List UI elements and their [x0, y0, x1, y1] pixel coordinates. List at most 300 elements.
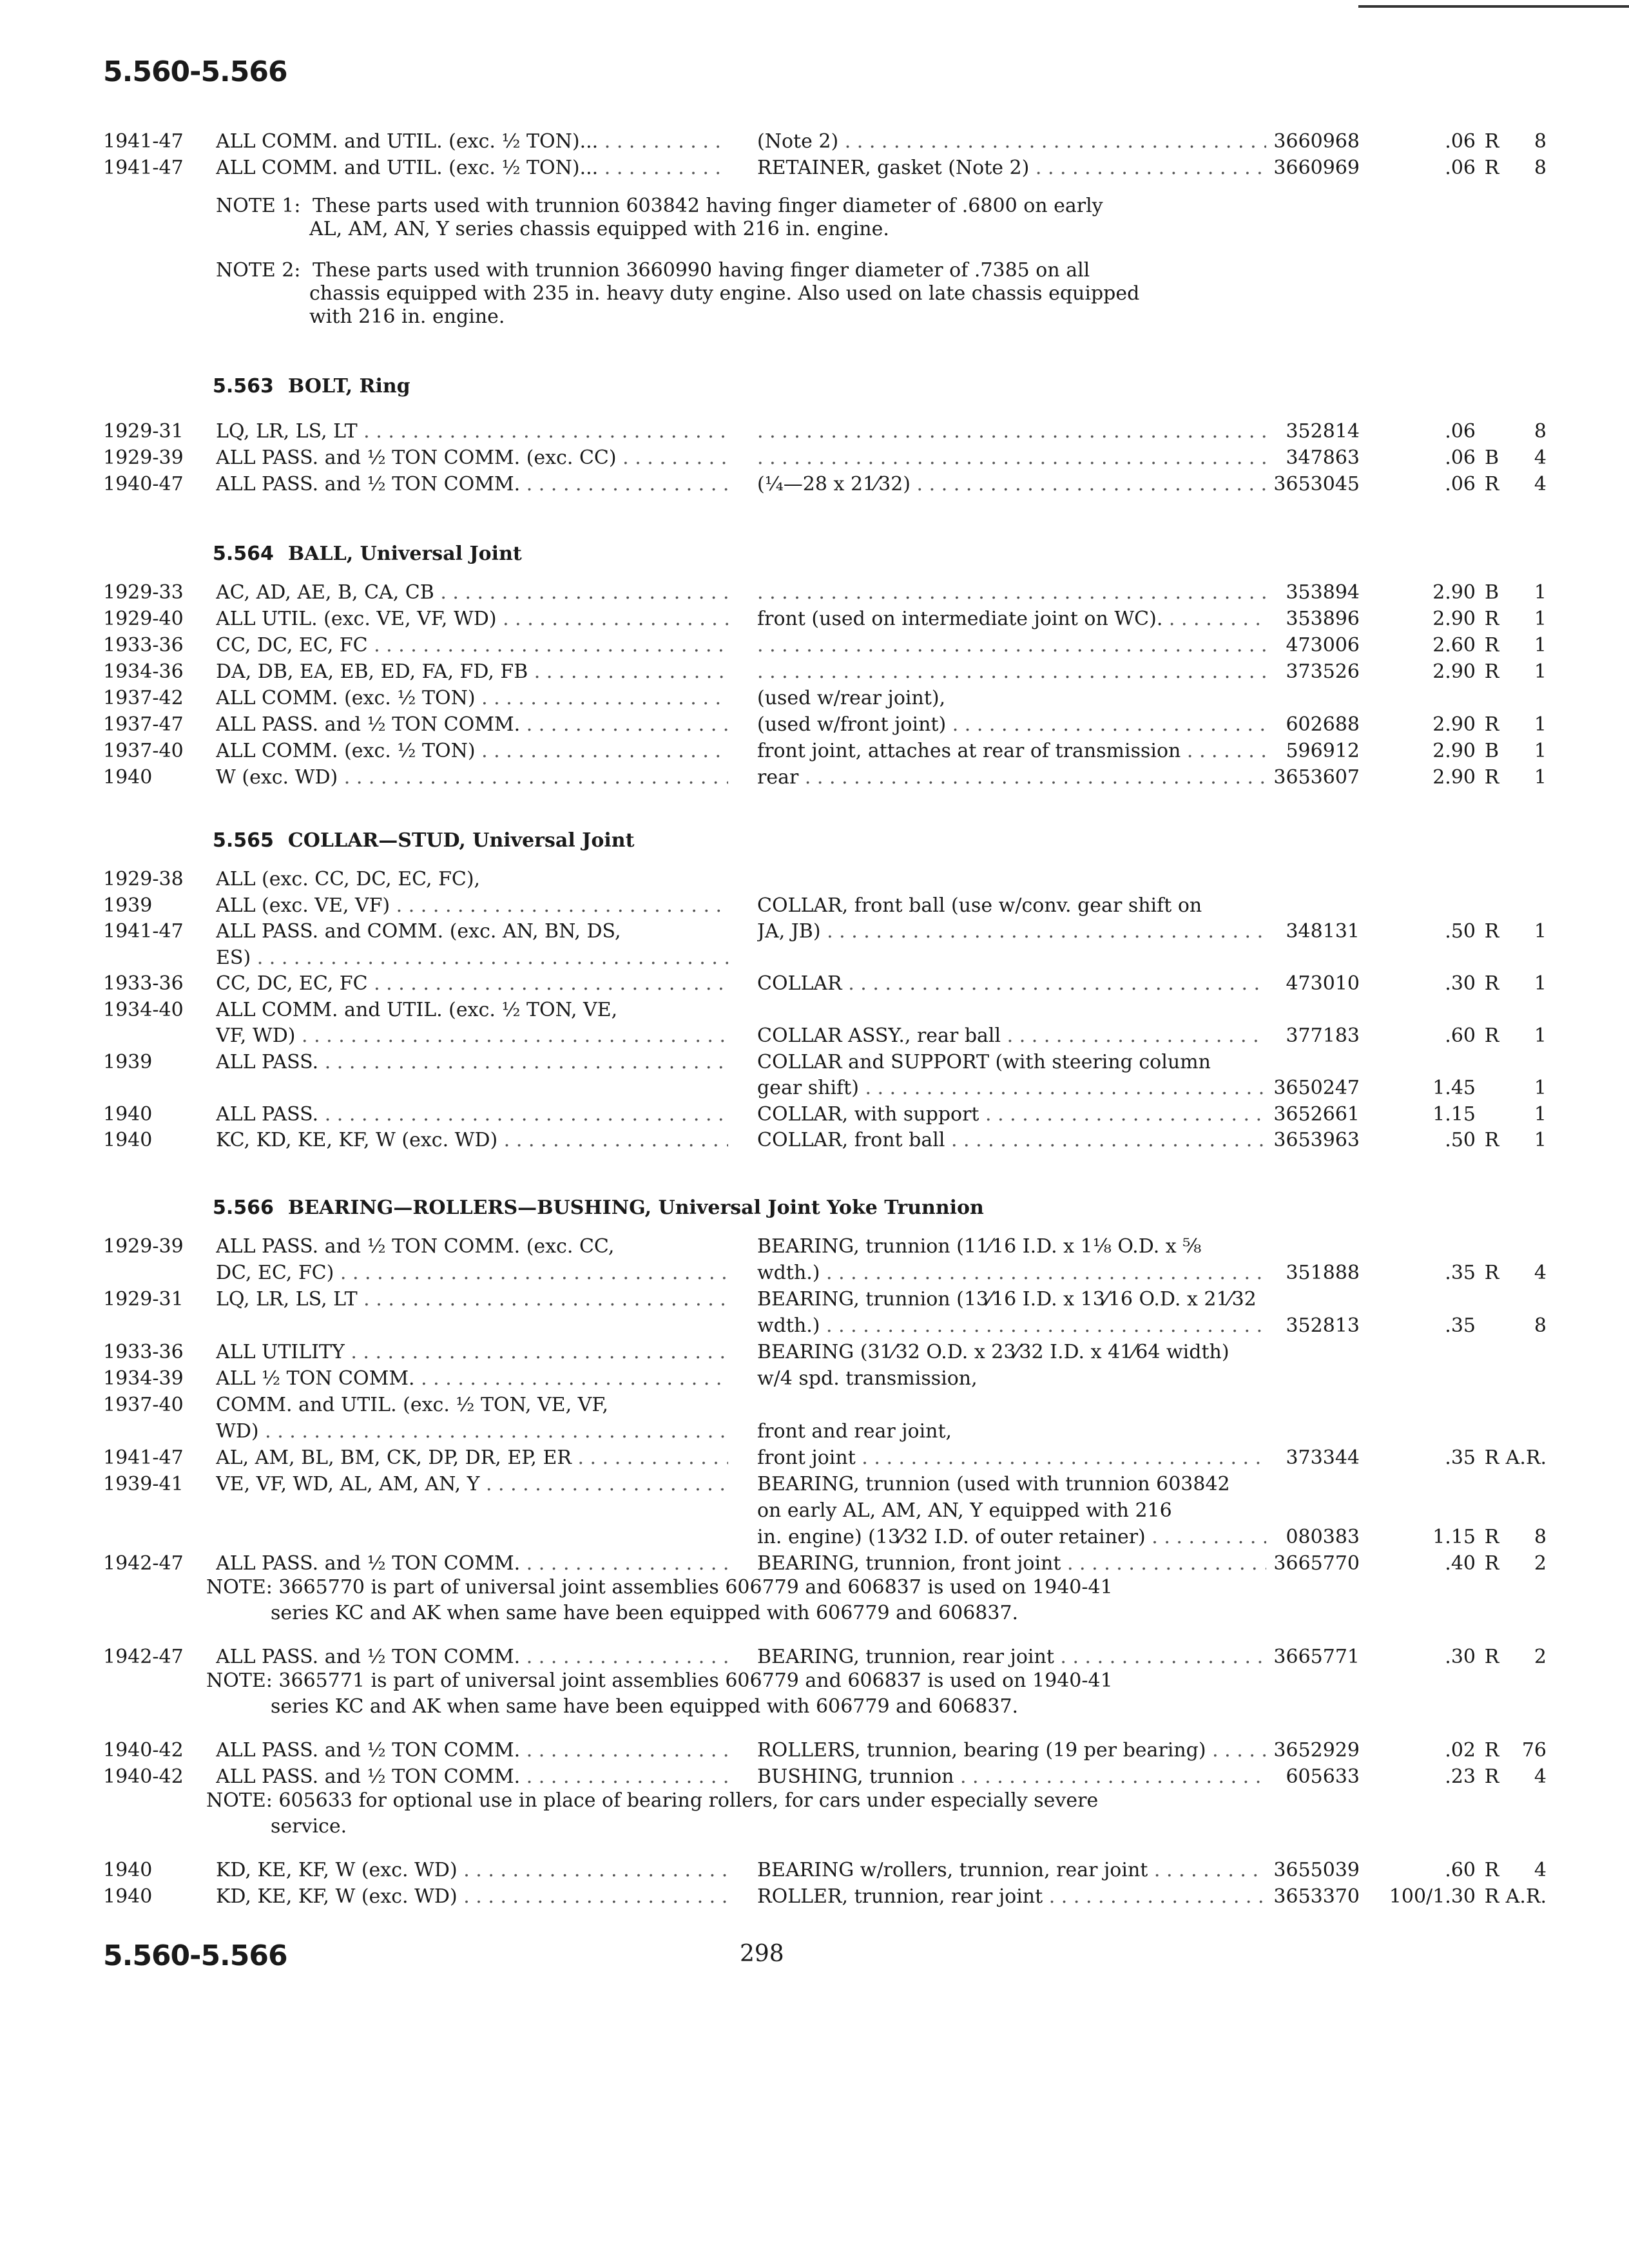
code-cell	[1482, 129, 1501, 155]
year-cell-text: 1939-41	[103, 1473, 184, 1495]
part-number-cell	[1263, 1884, 1360, 1910]
quantity-cell	[1505, 765, 1547, 791]
year-cell	[103, 919, 184, 945]
year-cell-text: 1929-38	[103, 868, 184, 890]
code-cell	[1482, 1023, 1501, 1049]
year-cell-text: 1929-39	[103, 1235, 184, 1258]
part-number-cell	[1263, 580, 1360, 606]
description-cell	[757, 659, 1266, 685]
note-label: NOTE 2:	[216, 259, 301, 282]
note-text: series KC and AK when same have been equipped with 606779 and 606837.	[271, 1695, 1019, 1718]
code-cell	[1482, 1644, 1501, 1670]
quantity-cell-text: 1	[1534, 920, 1547, 943]
price-cell	[1363, 1128, 1476, 1153]
model-cell-text: DC, EC, FC)	[216, 1262, 334, 1284]
part-number-cell-text: 352814	[1286, 420, 1360, 443]
part-number-cell	[1263, 606, 1360, 632]
model-cell	[216, 1738, 728, 1763]
price-cell-text: .35	[1445, 1262, 1476, 1284]
year-cell-text: 1940	[103, 1129, 153, 1151]
quantity-cell	[1505, 919, 1547, 945]
model-cell	[216, 1366, 728, 1392]
model-cell	[216, 1419, 728, 1445]
year-cell-text: 1942-47	[103, 1552, 184, 1575]
code-cell-text: R	[1484, 1526, 1499, 1548]
year-cell-text: 1934-39	[103, 1367, 184, 1390]
year-cell-text: 1941-47	[103, 157, 184, 179]
table-row	[103, 867, 1553, 894]
quantity-cell-text: 1	[1534, 1024, 1547, 1047]
year-cell	[103, 765, 152, 791]
description-cell-text: wdth.)	[757, 1314, 820, 1337]
price-cell-text: 2.60	[1432, 634, 1476, 657]
description-cell	[757, 738, 1266, 764]
price-cell-text: .06	[1445, 157, 1476, 179]
code-cell	[1482, 1524, 1501, 1550]
part-number-cell	[1263, 659, 1360, 685]
table-row	[103, 997, 1553, 1024]
description-cell	[757, 1498, 1266, 1524]
model-cell	[216, 1551, 728, 1577]
price-cell	[1363, 1884, 1476, 1910]
quantity-cell-text: 4	[1534, 1859, 1547, 1881]
price-cell-text: 100/1.30	[1389, 1885, 1476, 1908]
model-cell-text: LQ, LR, LS, LT	[216, 420, 358, 443]
part-number-cell-text: 473006	[1286, 634, 1360, 657]
part-number-cell	[1263, 1128, 1360, 1153]
description-cell	[757, 1551, 1266, 1577]
table-row	[103, 1551, 1553, 1578]
model-cell-text: ALL PASS.	[216, 1102, 319, 1126]
page-header-title: 5.560-5.566	[103, 55, 287, 88]
part-number-cell	[1263, 1023, 1360, 1049]
year-cell	[103, 1764, 184, 1790]
part-number-cell-text: 353896	[1286, 608, 1360, 630]
description-cell	[757, 686, 1266, 711]
year-cell-text: 1941-47	[103, 130, 184, 153]
code-cell	[1482, 445, 1501, 471]
code-cell-text: R	[1484, 1859, 1499, 1881]
description-cell	[757, 445, 1266, 471]
model-cell	[216, 445, 728, 471]
description-cell-text: wdth.)	[757, 1262, 820, 1284]
model-cell-text: ALL COMM. (exc. ½ TON)	[216, 740, 476, 762]
note-text: These parts used with trunnion 603842 having finger diameter of .6800 on early	[313, 195, 1103, 217]
description-cell	[757, 1858, 1266, 1883]
year-cell-text: 1933-36	[103, 634, 184, 657]
part-number-cell-text: 080383	[1286, 1526, 1360, 1548]
model-cell	[216, 659, 728, 685]
section-title: BALL, Universal Joint	[287, 543, 522, 565]
price-cell	[1363, 155, 1476, 181]
quantity-cell	[1505, 712, 1547, 738]
year-cell-text: 1939	[103, 1050, 153, 1073]
quantity-cell-text: 1	[1534, 740, 1547, 762]
price-cell-text: 1.15	[1432, 1102, 1476, 1126]
model-cell-text: ALL COMM. (exc. ½ TON)	[216, 687, 476, 709]
table-row	[103, 1884, 1553, 1911]
model-cell-text: ALL COMM. and UTIL. (exc. ½ TON, VE,	[216, 998, 618, 1021]
description-cell	[757, 129, 1266, 155]
description-cell	[757, 1023, 1266, 1049]
year-cell	[103, 686, 184, 711]
part-number-cell-text: 3652661	[1273, 1102, 1360, 1126]
model-cell	[216, 1287, 728, 1312]
quantity-cell-text: 1	[1534, 972, 1547, 995]
model-cell	[216, 1472, 728, 1497]
model-cell	[216, 997, 728, 1023]
price-cell-text: 2.90	[1432, 581, 1476, 604]
section-title: BEARING—ROLLERS—BUSHING, Universal Joint Yoke Trunnion	[287, 1196, 984, 1219]
part-number-cell-text: 3665770	[1273, 1552, 1360, 1575]
price-cell	[1363, 712, 1476, 738]
code-cell-text: R	[1484, 1129, 1499, 1151]
code-cell-text: R	[1484, 920, 1499, 943]
year-cell	[103, 580, 184, 606]
price-cell	[1363, 1445, 1476, 1471]
year-cell	[103, 633, 184, 658]
price-cell-text: .40	[1445, 1552, 1476, 1575]
description-cell	[757, 1075, 1266, 1101]
year-cell-text: 1934-36	[103, 660, 184, 683]
model-cell	[216, 1445, 728, 1471]
year-cell	[103, 1884, 152, 1910]
code-cell	[1482, 1260, 1501, 1286]
model-cell-text: AL, AM, BL, BM, CK, DP, DR, EP, ER	[216, 1446, 572, 1469]
price-cell	[1363, 1075, 1476, 1101]
model-cell	[216, 155, 728, 181]
year-cell-text: 1937-42	[103, 687, 184, 709]
code-cell-text: R	[1484, 713, 1499, 736]
description-cell	[757, 1472, 1266, 1497]
code-cell	[1482, 1884, 1501, 1910]
note-text: with 216 in. engine.	[309, 305, 505, 328]
year-cell	[103, 712, 184, 738]
code-cell	[1482, 712, 1501, 738]
year-cell	[103, 1392, 184, 1418]
part-number-cell	[1263, 1858, 1360, 1883]
description-cell-text: front and rear joint,	[757, 1420, 952, 1443]
quantity-cell	[1505, 1858, 1547, 1883]
quantity-cell-text: 1	[1534, 608, 1547, 630]
price-cell	[1363, 919, 1476, 945]
part-number-cell-text: 347863	[1286, 447, 1360, 469]
description-cell-text: on early AL, AM, AN, Y equipped with 216	[757, 1499, 1172, 1522]
quantity-cell	[1505, 129, 1547, 155]
quantity-cell	[1505, 580, 1547, 606]
quantity-cell-text: 1	[1534, 634, 1547, 657]
quantity-cell	[1505, 1524, 1547, 1550]
code-cell-text: R	[1484, 766, 1499, 789]
table-row	[103, 606, 1553, 633]
part-number-cell	[1263, 971, 1360, 997]
price-cell-text: 2.90	[1432, 740, 1476, 762]
section-title: BOLT, Ring	[287, 375, 410, 398]
page-footer-title: 5.560-5.566	[103, 1939, 287, 1972]
year-cell	[103, 738, 184, 764]
quantity-cell-text: 8	[1534, 1526, 1547, 1548]
price-cell	[1363, 1764, 1476, 1790]
code-cell	[1482, 765, 1501, 791]
description-cell-text: (Note 2)	[757, 130, 839, 153]
table-row	[103, 1644, 1553, 1671]
model-cell	[216, 1260, 728, 1286]
quantity-cell-text: 1	[1534, 1129, 1547, 1151]
year-cell	[103, 1858, 152, 1883]
part-number-cell-text: 3653607	[1273, 766, 1360, 789]
description-cell	[757, 155, 1266, 181]
year-cell-text: 1933-36	[103, 972, 184, 995]
price-cell-text: .06	[1445, 130, 1476, 153]
code-cell	[1482, 659, 1501, 685]
price-cell-text: .50	[1445, 920, 1476, 943]
model-cell	[216, 738, 728, 764]
table-row	[103, 659, 1553, 686]
year-cell	[103, 155, 184, 181]
description-cell-text: w/4 spd. transmission,	[757, 1367, 978, 1390]
price-cell-text: .06	[1445, 473, 1476, 495]
description-cell	[757, 893, 1266, 919]
quantity-cell-text: 8	[1534, 1314, 1547, 1337]
description-cell	[757, 1764, 1266, 1790]
note-text: chassis equipped with 235 in. heavy duty engine. Also used on late chassis equipped	[309, 282, 1140, 305]
quantity-cell	[1505, 445, 1547, 471]
quantity-cell-text: 1	[1534, 713, 1547, 736]
description-cell-text: BEARING, trunnion (used with trunnion 603842	[757, 1473, 1230, 1495]
part-number-cell-text: 3650247	[1273, 1077, 1360, 1099]
top-rule	[1358, 5, 1629, 8]
part-number-cell-text: 353894	[1286, 581, 1360, 604]
note-label: NOTE 1:	[216, 195, 301, 217]
section-number: 5.564	[213, 543, 274, 565]
model-cell-text: W (exc. WD)	[216, 766, 338, 789]
page-number: 298	[740, 1941, 784, 1967]
part-number-cell	[1263, 1644, 1360, 1670]
price-cell	[1363, 765, 1476, 791]
description-cell	[757, 472, 1266, 497]
description-cell-text: BEARING, trunnion, front joint	[757, 1552, 1061, 1575]
description-cell	[757, 1644, 1266, 1670]
table-row	[103, 738, 1553, 765]
table-row	[103, 472, 1553, 499]
description-cell-text: BEARING, trunnion, rear joint	[757, 1646, 1054, 1668]
table-row	[103, 1524, 1553, 1552]
price-cell	[1363, 1738, 1476, 1763]
description-cell-text: BEARING (31⁄32 O.D. x 23⁄32 I.D. x 41⁄64 width)	[757, 1341, 1229, 1363]
table-row	[103, 1738, 1553, 1765]
year-cell	[103, 1738, 184, 1763]
description-cell	[757, 1445, 1266, 1471]
quantity-cell	[1505, 1075, 1547, 1101]
table-row	[103, 1023, 1553, 1050]
price-cell	[1363, 1551, 1476, 1577]
description-cell	[757, 1313, 1266, 1339]
model-cell-text: ALL ½ TON COMM.	[216, 1367, 415, 1390]
price-cell	[1363, 606, 1476, 632]
year-cell	[103, 419, 184, 445]
year-cell	[103, 1644, 184, 1670]
table-row	[103, 945, 1553, 972]
model-cell-text: COMM. and UTIL. (exc. ½ TON, VE, VF,	[216, 1394, 608, 1416]
part-number-cell-text: 351888	[1286, 1262, 1360, 1284]
quantity-cell	[1505, 1644, 1547, 1670]
year-cell-text: 1940-42	[103, 1739, 184, 1762]
part-number-cell-text: 596912	[1286, 740, 1360, 762]
table-row	[103, 1260, 1553, 1287]
quantity-cell	[1505, 606, 1547, 632]
model-cell	[216, 1392, 728, 1418]
table-row	[103, 129, 1553, 156]
quantity-cell-text: 1	[1534, 1077, 1547, 1099]
section-heading	[213, 1195, 984, 1221]
description-cell-text: BEARING, trunnion (13⁄16 I.D. x 13⁄16 O.D. x 21⁄32	[757, 1288, 1257, 1311]
model-cell-text: LQ, LR, LS, LT	[216, 1288, 358, 1311]
year-cell	[103, 472, 184, 497]
price-cell	[1363, 971, 1476, 997]
part-number-cell	[1263, 445, 1360, 471]
description-cell-text: ROLLERS, trunnion, bearing (19 per bearing)	[757, 1739, 1206, 1762]
quantity-cell-text: 76	[1521, 1739, 1547, 1762]
price-cell-text: 1.45	[1432, 1077, 1476, 1099]
price-cell-text: .35	[1445, 1314, 1476, 1337]
price-cell-text: .23	[1445, 1765, 1476, 1788]
model-cell	[216, 971, 728, 997]
code-cell-text: R	[1484, 972, 1499, 995]
table-row	[103, 1764, 1553, 1791]
part-number-cell	[1263, 1738, 1360, 1763]
quantity-cell	[1505, 971, 1547, 997]
section-number: 5.563	[213, 375, 274, 398]
model-cell-text: KC, KD, KE, KF, W (exc. WD)	[216, 1129, 498, 1151]
year-cell-text: 1929-40	[103, 608, 184, 630]
year-cell-text: 1939	[103, 894, 153, 917]
model-cell-text: ALL PASS. and ½ TON COMM. (exc. CC,	[216, 1235, 615, 1258]
part-number-cell	[1263, 472, 1360, 497]
code-cell	[1482, 1858, 1501, 1883]
code-cell	[1482, 580, 1501, 606]
table-row	[103, 1340, 1553, 1367]
model-cell	[216, 867, 728, 892]
table-row	[103, 1419, 1553, 1446]
section-number: 5.565	[213, 829, 274, 852]
price-cell	[1363, 445, 1476, 471]
year-cell	[103, 606, 184, 632]
year-cell	[103, 129, 184, 155]
note-text: NOTE: 3665771 is part of universal joint assemblies 606779 and 606837 is used on 1940-41	[206, 1669, 1113, 1692]
model-cell-text: VE, VF, WD, AL, AM, AN, Y	[216, 1473, 480, 1495]
model-cell-text: ALL PASS. and ½ TON COMM.	[216, 1739, 521, 1762]
part-number-cell	[1263, 765, 1360, 791]
price-cell	[1363, 1260, 1476, 1286]
part-number-cell-text: 3660969	[1273, 157, 1360, 179]
model-cell-text: DA, DB, EA, EB, ED, FA, FD, FB	[216, 660, 528, 683]
table-row	[103, 580, 1553, 607]
model-cell	[216, 712, 728, 738]
description-cell	[757, 633, 1266, 658]
description-cell	[757, 1050, 1266, 1075]
note-text: NOTE: 605633 for optional use in place of bearing rollers, for cars under especially severe	[206, 1789, 1099, 1812]
part-number-cell	[1263, 738, 1360, 764]
price-cell-text: .30	[1445, 1646, 1476, 1668]
price-cell	[1363, 419, 1476, 445]
quantity-cell	[1505, 659, 1547, 685]
description-cell-text: JA, JB)	[757, 920, 821, 943]
year-cell-text: 1940-47	[103, 473, 184, 495]
note-text: AL, AM, AN, Y series chassis equipped with 216 in. engine.	[309, 218, 889, 240]
part-number-cell	[1263, 1102, 1360, 1128]
quantity-cell-text: 1	[1534, 1102, 1547, 1126]
model-cell-text: CC, DC, EC, FC	[216, 634, 368, 657]
part-number-cell-text: 352813	[1286, 1314, 1360, 1337]
price-cell-text: 2.90	[1432, 660, 1476, 683]
table-row	[103, 155, 1553, 182]
description-cell-text: BUSHING, trunnion	[757, 1765, 954, 1788]
model-cell-text: ALL UTILITY	[216, 1341, 345, 1363]
part-number-cell	[1263, 1313, 1360, 1339]
code-cell-text: R	[1484, 1552, 1499, 1575]
model-cell	[216, 633, 728, 658]
price-cell	[1363, 129, 1476, 155]
quantity-cell	[1505, 633, 1547, 658]
note-text: NOTE: 3665770 is part of universal joint assemblies 606779 and 606837 is used on 1940-41	[206, 1576, 1113, 1599]
quantity-cell-text: 1	[1534, 660, 1547, 683]
table-row	[103, 971, 1553, 998]
price-cell	[1363, 1102, 1476, 1128]
year-cell-text: 1940-42	[103, 1765, 184, 1788]
code-cell	[1482, 1445, 1501, 1471]
year-cell-text: 1940	[103, 1885, 153, 1908]
table-row	[103, 1366, 1553, 1393]
note-text: service.	[271, 1815, 347, 1838]
part-number-cell-text: 3655039	[1273, 1859, 1360, 1881]
part-number-cell-text: 3652929	[1273, 1739, 1360, 1762]
table-row	[103, 1234, 1553, 1261]
model-cell-text: ALL PASS. and ½ TON COMM.	[216, 1765, 521, 1788]
model-cell-text: ALL PASS.	[216, 1050, 319, 1073]
description-cell-text: (¼—28 x 21⁄32)	[757, 473, 911, 495]
price-cell-text: .06	[1445, 447, 1476, 469]
price-cell	[1363, 1313, 1476, 1339]
section-heading	[213, 541, 522, 567]
year-cell	[103, 1050, 152, 1075]
year-cell-text: 1941-47	[103, 1446, 184, 1469]
code-cell-text: R	[1484, 1646, 1499, 1668]
quantity-cell-text: 4	[1534, 1262, 1547, 1284]
year-cell-text: 1929-39	[103, 447, 184, 469]
note-text: These parts used with trunnion 3660990 having finger diameter of .7385 on all	[313, 259, 1090, 282]
model-cell	[216, 1050, 728, 1075]
year-cell	[103, 1472, 184, 1497]
description-cell	[757, 1287, 1266, 1312]
price-cell-text: 1.15	[1432, 1526, 1476, 1548]
code-cell-text: R	[1484, 660, 1499, 683]
description-cell-text: in. engine) (13⁄32 I.D. of outer retainer)	[757, 1526, 1146, 1548]
code-cell	[1482, 1738, 1501, 1763]
year-cell	[103, 1445, 184, 1471]
code-cell-text: R	[1484, 130, 1499, 153]
year-cell	[103, 867, 184, 892]
quantity-cell	[1505, 1023, 1547, 1049]
model-cell	[216, 686, 728, 711]
model-cell-text: VF, WD)	[216, 1024, 296, 1047]
year-cell	[103, 1128, 152, 1153]
description-cell	[757, 1260, 1266, 1286]
table-row	[103, 1498, 1553, 1525]
code-cell	[1482, 971, 1501, 997]
code-cell-text: R	[1484, 1262, 1499, 1284]
part-number-cell	[1263, 1551, 1360, 1577]
description-cell-text: BEARING w/rollers, trunnion, rear joint	[757, 1859, 1148, 1881]
